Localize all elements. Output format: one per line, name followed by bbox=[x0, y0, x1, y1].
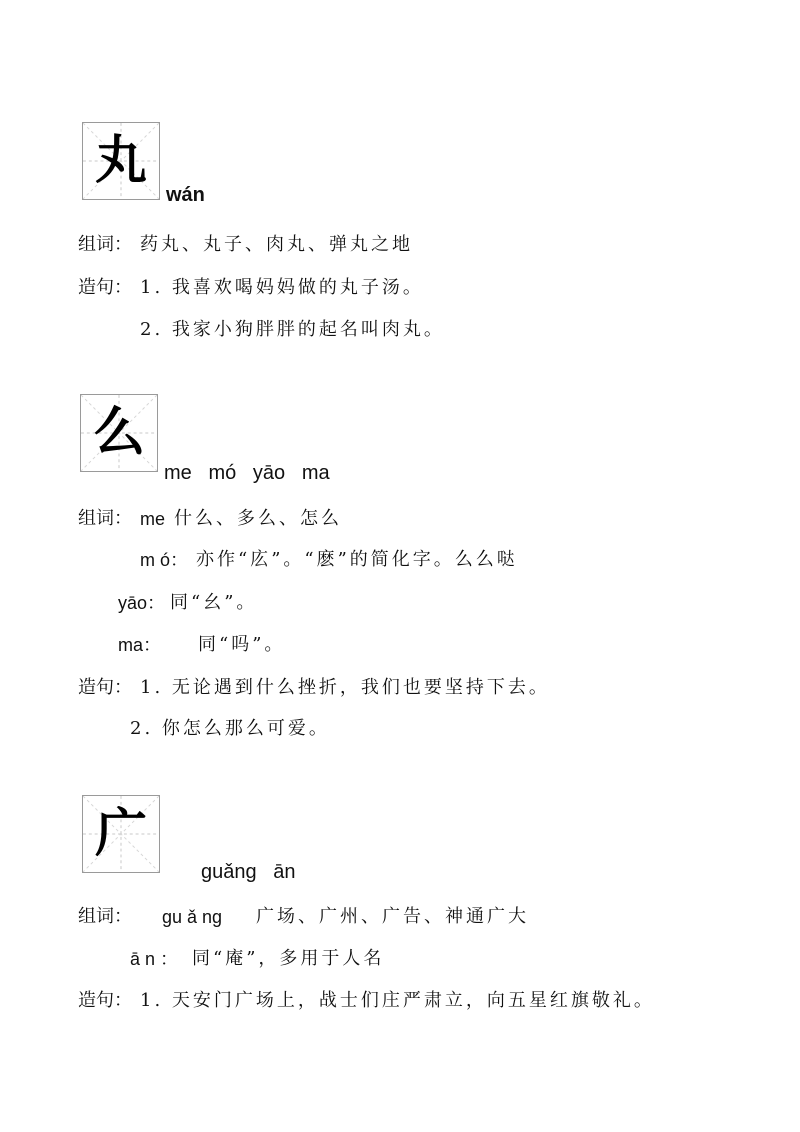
example-sentence: 1. 天安门广场上，战士们庄严肃立，向五星红旗敬礼。 bbox=[140, 990, 655, 1011]
pinyin-label: me mó yāo ma bbox=[164, 462, 330, 484]
example-sentence: 2. 我家小狗胖胖的起名叫肉丸。 bbox=[140, 319, 445, 340]
character-glyph: 丸 bbox=[94, 130, 147, 191]
reading-sound: gu ǎ ng bbox=[162, 907, 223, 927]
zuci-label: 组词： bbox=[78, 234, 132, 255]
zuci-label: 组词： bbox=[78, 906, 132, 927]
zuci-label: 组词： bbox=[78, 508, 132, 529]
example-sentence: 1. 无论遇到什么挫折，我们也要坚持下去。 bbox=[140, 677, 550, 698]
reading-words: 广场、广州、广告、神通广大 bbox=[256, 906, 529, 927]
pinyin-label: wán bbox=[166, 184, 205, 206]
reading-words: 什么、多么、怎么 bbox=[174, 508, 342, 529]
character-box-wan bbox=[82, 122, 160, 200]
zuci-words: 药丸、丸子、肉丸、弹丸之地 bbox=[140, 234, 413, 255]
zaoju-label: 造句： bbox=[78, 277, 132, 298]
character-glyph: 广 bbox=[94, 803, 147, 864]
reading-words: 同“吗”。 bbox=[198, 634, 286, 655]
example-sentence: 2. 你怎么那么可爱。 bbox=[130, 718, 330, 739]
character-box-me bbox=[80, 394, 158, 472]
reading-sound: ā n ： bbox=[130, 949, 179, 969]
pinyin-label: guǎng ān bbox=[201, 861, 296, 883]
reading-sound: m ó： bbox=[140, 550, 189, 570]
zaoju-label: 造句： bbox=[78, 677, 132, 698]
reading-words: 同“庵”，多用于人名 bbox=[192, 948, 385, 969]
zaoju-label: 造句： bbox=[78, 990, 132, 1011]
character-glyph: 么 bbox=[92, 402, 145, 463]
reading-sound: yāo： bbox=[118, 593, 166, 613]
reading-words: 同“幺”。 bbox=[170, 592, 258, 613]
character-box-guang bbox=[82, 795, 160, 873]
reading-sound: ma： bbox=[118, 635, 162, 655]
example-sentence: 1. 我喜欢喝妈妈做的丸子汤。 bbox=[140, 277, 424, 298]
reading-sound: me bbox=[140, 509, 166, 529]
reading-words: 亦作“庅”。“麽”的简化字。么么哒 bbox=[196, 549, 518, 570]
